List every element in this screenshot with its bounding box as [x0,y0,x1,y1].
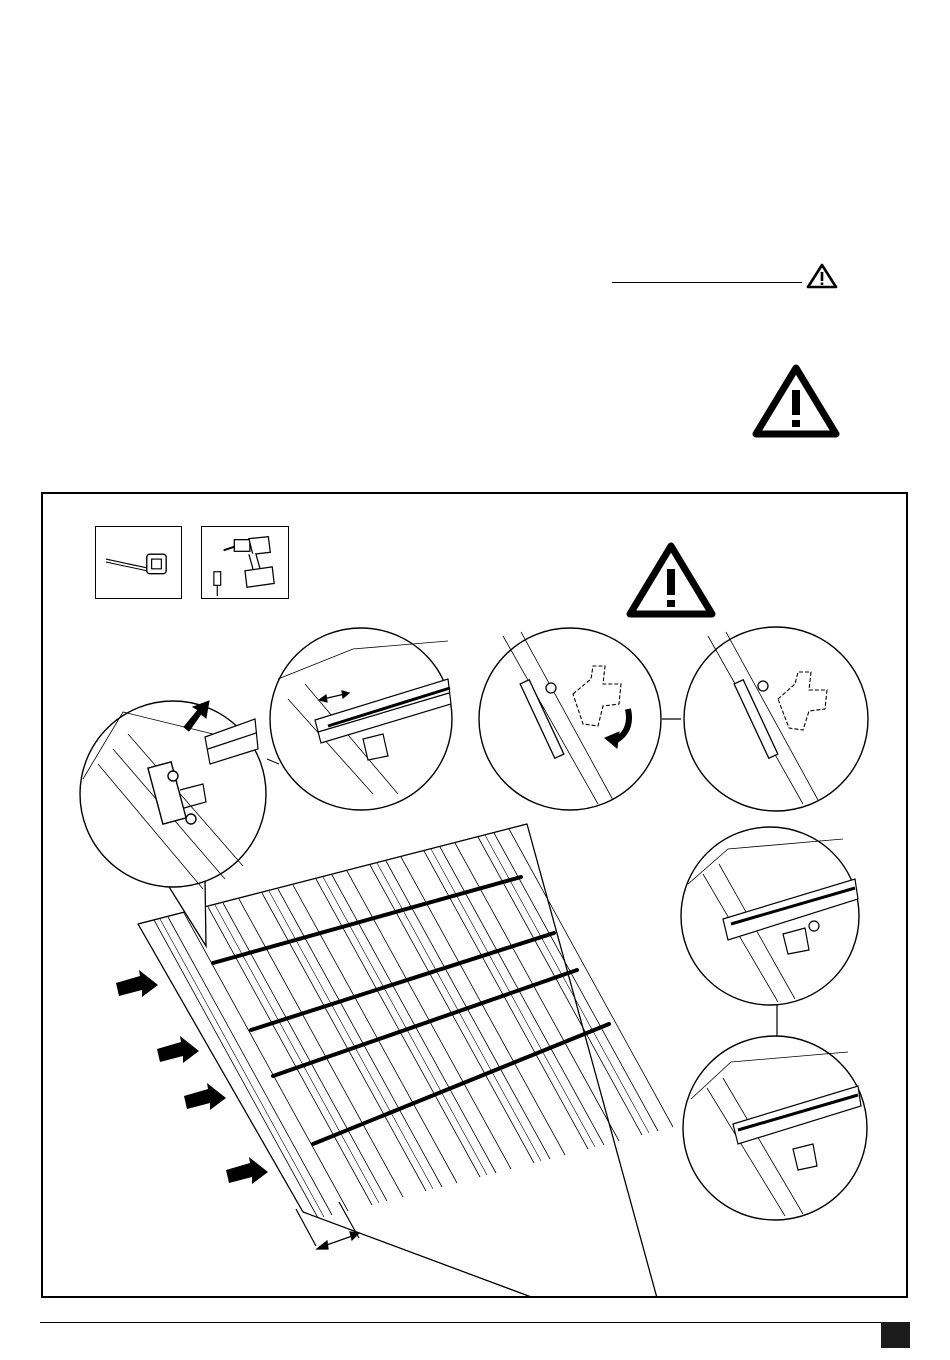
warning-triangle-icon [626,542,716,618]
detail-circle-clamp-rotate [479,628,661,810]
corrugated-roof-sheet [138,824,673,1296]
tape-measure-icon [96,527,181,598]
tool-box-drill [201,526,289,599]
footer-rule [40,1322,908,1323]
cordless-drill-icon [202,527,288,598]
detail-circle-rail-clamp-upper [681,827,859,1005]
detail-circle-rail-clamp-lower [683,1036,867,1220]
detail-circle-clamp-seated [684,627,868,811]
warning-rule-line [612,282,802,283]
warning-triangle-icon [752,364,840,438]
roof-rail-assembly-illustration [43,494,906,1296]
page-tab-marker [881,1322,910,1348]
detail-circle-rail-end [267,628,452,810]
tool-box-tape [95,526,182,599]
warning-triangle-icon [806,262,838,290]
